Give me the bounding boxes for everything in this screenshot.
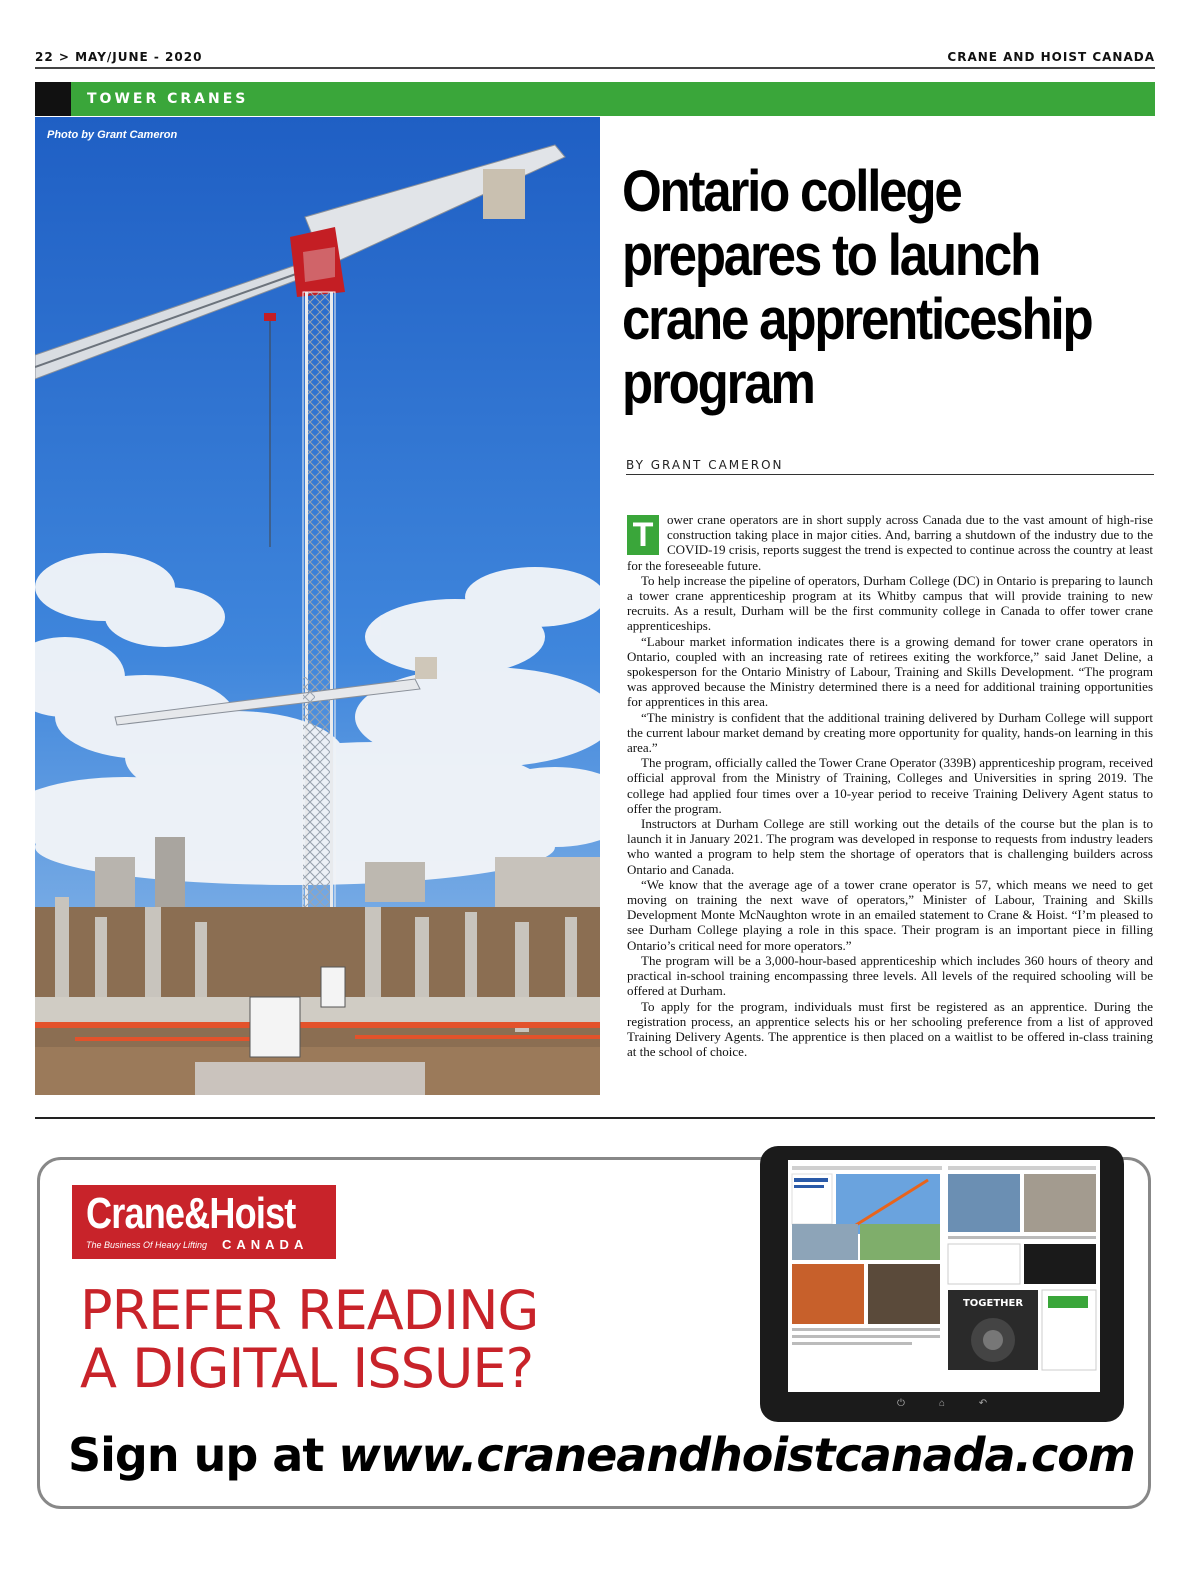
article-byline: BY GRANT CAMERON xyxy=(626,458,784,472)
article-headline xyxy=(622,160,1097,416)
section-banner-block xyxy=(35,82,71,116)
tablet-back-icon: ↶ xyxy=(978,1398,988,1409)
magazine-spread-preview xyxy=(788,1160,1100,1392)
article-body xyxy=(627,512,1153,1059)
tablet-ad-text: TOGETHER xyxy=(962,1298,1024,1309)
tablet-home-icon: ⌂ xyxy=(938,1398,946,1409)
drop-cap: T xyxy=(627,515,659,555)
article-paragraph: “The ministry is confident that the additional training delivered by Durham College will support the current labour market demand by creating more opportunity for quality, hands-on learning in this area.” xyxy=(627,709,1153,756)
headline-line: Ontario college xyxy=(622,159,961,224)
ad-headline-line: A DIGITAL ISSUE? xyxy=(80,1337,534,1400)
publication-name: CRANE AND HOIST CANADA xyxy=(947,50,1155,64)
article-paragraph: To apply for the program, individuals must first be registered as an apprentice. During the registration process, an apprentice selects his or her schooling preference from a list of approved Training Delivery Agents. The apprentice is then placed on a waitlist to be offered in-class training at the school of choice. xyxy=(627,998,1153,1060)
ad-headline xyxy=(80,1279,539,1400)
ad-headline-line: PREFER READING xyxy=(80,1279,539,1342)
article-paragraph: To help increase the pipeline of operators, Durham College (DC) in Ontario is preparing to launch a tower crane apprenticeship program at its Whitby campus that will provide training to new recruits. As a result, Durham will be the first community college in Canada to offer tower crane apprenticeships. xyxy=(627,572,1153,634)
page-header xyxy=(35,48,1155,66)
logo-tagline: The Business Of Heavy Lifting xyxy=(86,1240,208,1250)
logo-country: CANADA xyxy=(222,1237,309,1252)
article-paragraph: The program, officially called the Tower Crane Operator (339B) apprenticeship program, received official approval from the Ministry of Training, Colleges and Universities in spring 2019. The college had applied four times over a 10-year period to receive Training Delivery Agent status to offer the program. xyxy=(627,755,1153,816)
crane-hoist-logo xyxy=(72,1185,336,1259)
logo-name: Crane&Hoist xyxy=(86,1189,296,1238)
byline-divider xyxy=(626,474,1154,475)
article-paragraph: The program will be a 3,000-hour-based apprenticeship which includes 360 hours of theory and practical in-school training encompassing three levels. All levels of the required schooling will be offered at Durham. xyxy=(627,952,1153,999)
paragraph-text: ower crane operators are in short supply across Canada due to the vast amount of high-rise construction taking place in major cities. And, barring a shutdown of the industry due to the COVID-19 crisis, reports suggest the trend is expected to continue across the country at least for the foreseeable future. xyxy=(627,512,1153,573)
article-paragraph: “Labour market information indicates there is a growing demand for tower crane operators in Ontario, coupled with an increasing rate of retirees exiting the workforce,” said Janet Deline, a spokesperson for the Ontario Ministry of Labour, Training and Skills Development. “The program was approved because the Ministry determined there is a need for additional training opportunities for apprentices in this area. xyxy=(627,633,1153,710)
tablet-screen xyxy=(788,1160,1100,1392)
crane-photo xyxy=(35,117,600,1095)
header-divider xyxy=(35,67,1155,69)
tablet-graphic xyxy=(760,1146,1124,1422)
signup-prefix: Sign up at xyxy=(68,1428,339,1482)
headline-line: program xyxy=(622,351,814,416)
section-banner xyxy=(35,82,1155,116)
article-paragraph xyxy=(627,512,1153,573)
signup-line xyxy=(68,1428,1135,1482)
section-label: TOWER CRANES xyxy=(87,91,249,107)
signup-url-link[interactable]: www.craneandhoistcanada.com xyxy=(338,1428,1135,1482)
headline-line: prepares to launch xyxy=(622,223,1040,288)
page-number-date: 22 > MAY/JUNE - 2020 xyxy=(35,50,203,64)
tablet-power-icon: ⏻ xyxy=(897,1398,905,1409)
photo-credit: Photo by Grant Cameron xyxy=(47,129,178,141)
headline-line: crane apprenticeship xyxy=(622,287,1092,352)
article-paragraph: Instructors at Durham College are still working out the details of the course but the plan is to launch it in January 2021. The program was developed in response to requests from industry leaders who wanted a program to help stem the shortage of operators that is challenging builders across Ontario and Canada. xyxy=(627,816,1153,877)
crane-illustration xyxy=(35,117,600,1095)
article-end-divider xyxy=(35,1117,1155,1119)
article-paragraph: “We know that the average age of a tower crane operator is 57, which means we need to get moving on training the next wave of operators,” Minister of Labour, Training and Skills Development Monte McNaughton wrote in an emailed statement to Crane & Hoist. “I’m pleased to see Durham College playing a role in this space. Their program is an important piece in filling Ontario’s critical need for more operators.” xyxy=(627,876,1153,953)
